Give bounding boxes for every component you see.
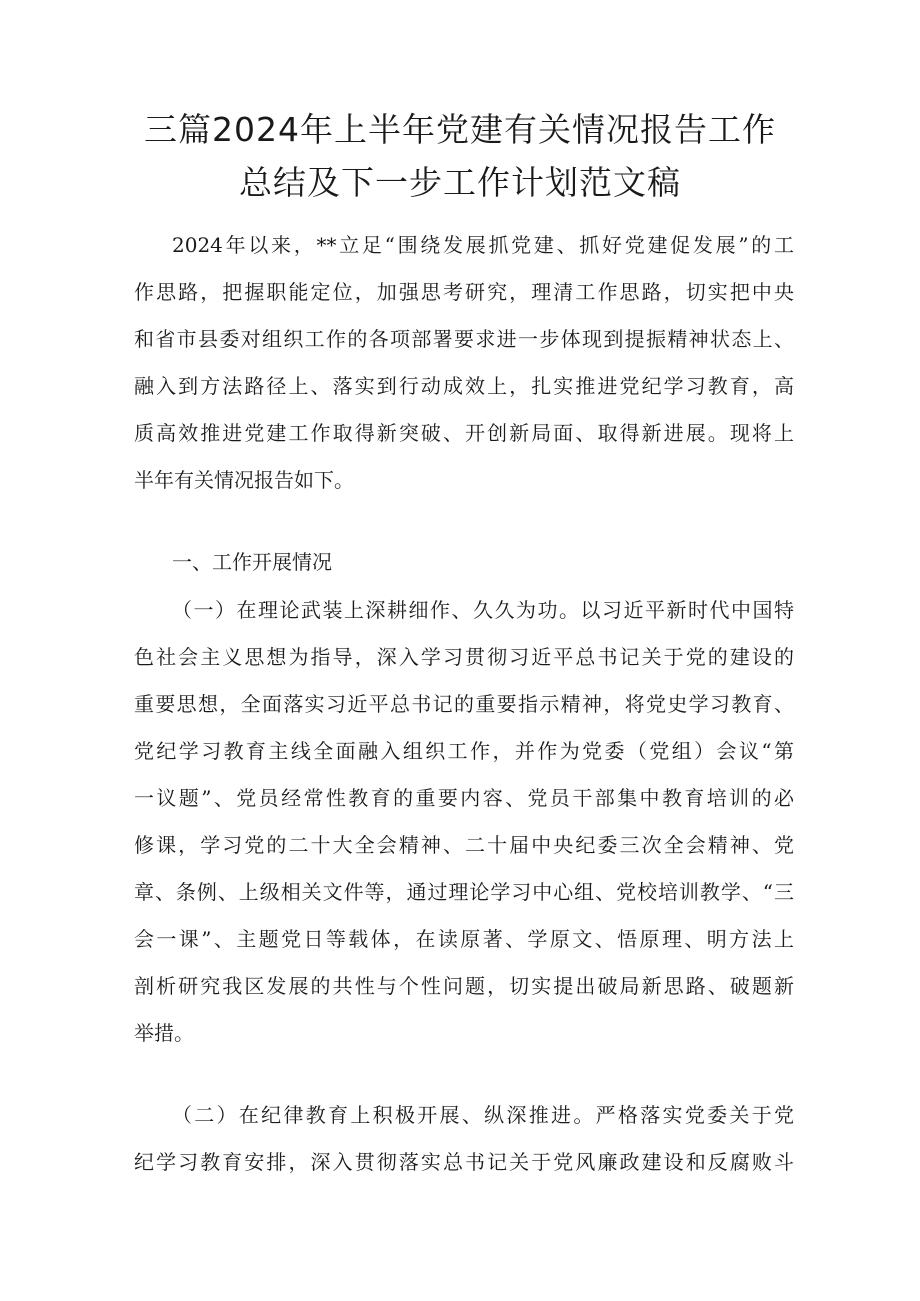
- paragraph-line: 一议题”、党员经常性教育的重要内容、党员干部集中教育培训的必: [134, 786, 794, 810]
- paragraph-line: 剖析研究我区发展的共性与个性问题，切实提出破局新思路、破题新: [134, 974, 794, 998]
- paragraph-line: 质高效推进党建工作取得新突破、开创新局面、取得新进展。现将上: [134, 421, 794, 445]
- paragraph-line: 色社会主义思想为指导，深入学习贯彻习近平总书记关于党的建设的: [134, 645, 794, 669]
- section-heading: 一、工作开展情况: [172, 550, 332, 574]
- paragraph-line: 作思路，把握职能定位，加强思考研究，理清工作思路，切实把中央: [134, 280, 794, 304]
- paragraph-line: 纪学习教育安排，深入贯彻落实总书记关于党风廉政建设和反腐败斗: [134, 1150, 794, 1174]
- document-title-line-2: 总结及下一步工作计划范文稿: [239, 163, 681, 202]
- paragraph-line: 融入到方法路径上、落实到行动成效上，扎实推进党纪学习教育，高: [134, 374, 794, 398]
- paragraph-line: 举措。: [134, 1021, 194, 1045]
- paragraph-line: 重要思想，全面落实习近平总书记的重要指示精神，将党史学习教育、: [134, 692, 794, 716]
- paragraph-line: （一）在理论武装上深耕细作、久久为功。以习近平新时代中国特: [172, 598, 794, 622]
- paragraph-line: 党纪学习教育主线全面融入组织工作，并作为党委（党组）会议“第: [134, 739, 794, 763]
- paragraph-line: 修课，学习党的二十大全会精神、二十届中央纪委三次全会精神、党: [134, 833, 794, 857]
- paragraph-line: （二）在纪律教育上积极开展、纵深推进。严格落实党委关于党: [172, 1103, 794, 1127]
- paragraph-line: 章、条例、上级相关文件等，通过理论学习中心组、党校培训教学、“三: [134, 880, 794, 904]
- paragraph-line: 2024年以来，**立足“围绕发展抓党建、抓好党建促发展”的工: [172, 233, 794, 257]
- paragraph-line: 和省市县委对组织工作的各项部署要求进一步体现到提振精神状态上、: [134, 327, 794, 351]
- paragraph-line: 半年有关情况报告如下。: [134, 468, 354, 492]
- paragraph-line: 会一课”、主题党日等载体，在读原著、学原文、悟原理、明方法上: [134, 927, 794, 951]
- document-title-line-1: 三篇2024年上半年党建有关情况报告工作: [144, 110, 776, 149]
